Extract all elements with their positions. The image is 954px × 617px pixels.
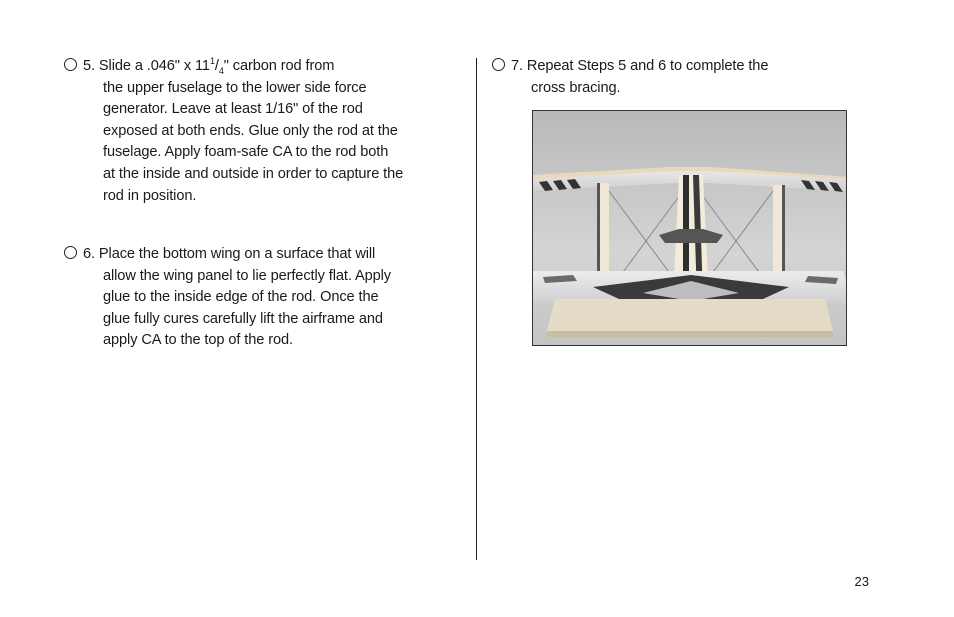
- step-6-line: glue to the inside edge of the rod. Once the: [103, 289, 379, 306]
- column-divider: [476, 58, 477, 560]
- biplane-cross-bracing-photo: [532, 110, 847, 346]
- checkbox-circle-icon[interactable]: [64, 58, 77, 71]
- step-6: [64, 244, 391, 352]
- step-5-line: fuselage. Apply foam-safe CA to the rod both: [103, 144, 389, 161]
- step-6-line: apply CA to the top of the rod.: [103, 332, 293, 349]
- checkbox-circle-icon[interactable]: [64, 246, 77, 259]
- step-5-line: rod in position.: [103, 187, 197, 204]
- step-5-first-line: 5. Slide a .046" x $11^1/_4$" carbon rod from: [83, 56, 335, 76]
- biplane-photo-illustration: [533, 111, 847, 346]
- step-5-line: generator. Leave at least 1/16" of the rod: [103, 101, 363, 118]
- page-number: 23: [854, 574, 869, 589]
- step-5-line: the upper fuselage to the lower side force: [103, 79, 367, 96]
- step-5: [64, 56, 403, 207]
- step-5-line: at the inside and outside in order to capture the: [103, 165, 404, 182]
- step-6-line: allow the wing panel to lie perfectly flat. Apply: [103, 267, 391, 284]
- step-7-line: cross bracing.: [531, 79, 621, 96]
- checkbox-circle-icon[interactable]: [492, 58, 505, 71]
- step-5-line: exposed at both ends. Glue only the rod at the: [103, 122, 398, 139]
- step-6-line: glue fully cures carefully lift the airframe and: [103, 310, 383, 327]
- step-6-first-line: 6. Place the bottom wing on a surface that will: [83, 246, 376, 262]
- step-7: [492, 56, 768, 99]
- step-7-first-line: 7. Repeat Steps 5 and 6 to complete the: [511, 58, 769, 74]
